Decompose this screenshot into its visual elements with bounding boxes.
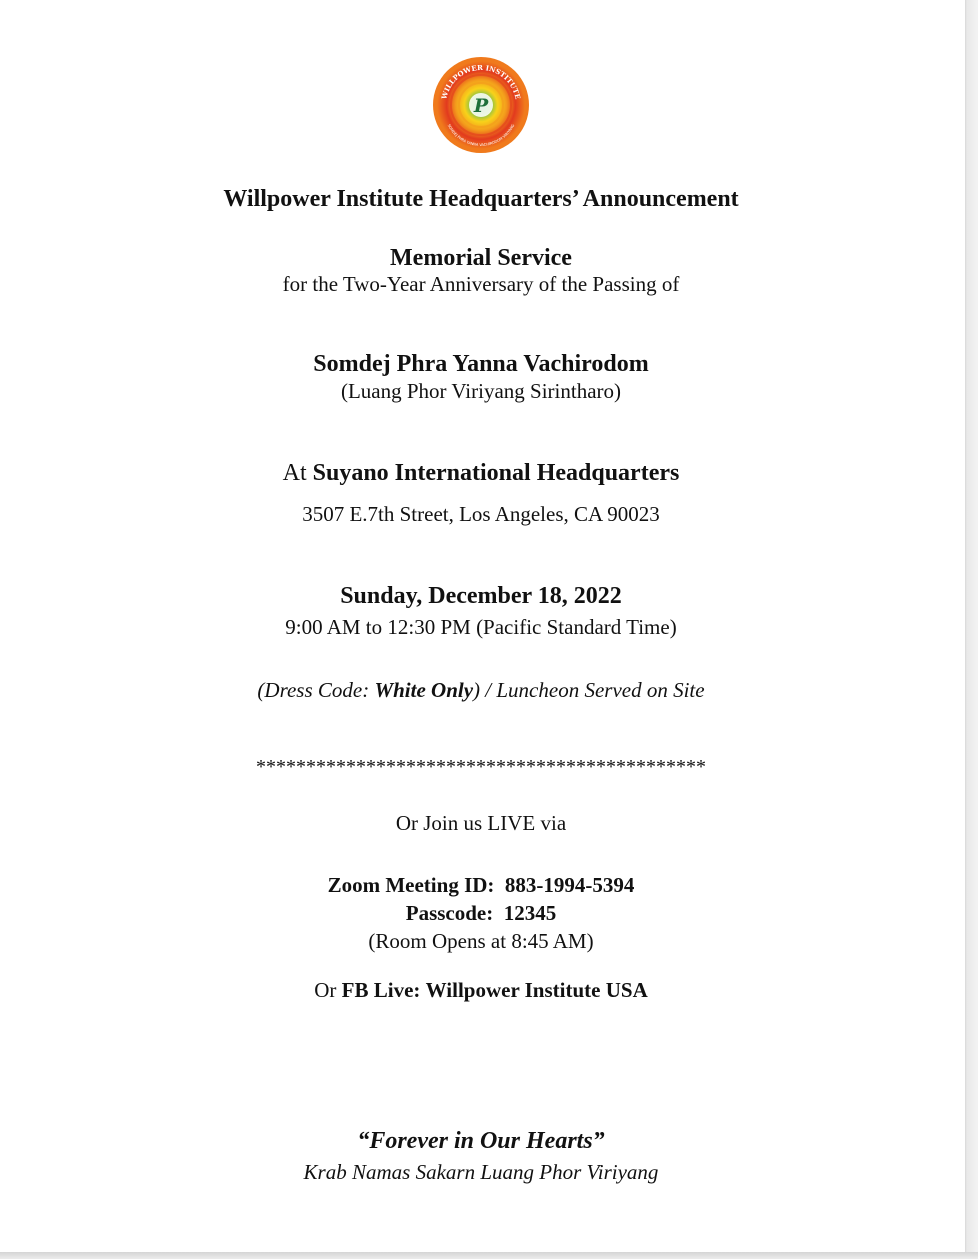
event-subtitle: for the Two-Year Anniversary of the Passing of bbox=[282, 272, 680, 296]
closing-quote: “Forever in Our Hearts” bbox=[357, 1128, 605, 1154]
passcode-value: 12345 bbox=[503, 901, 557, 925]
zoom-meeting-id: 883-1994-5394 bbox=[504, 873, 635, 897]
honoree-name: Somdej Phra Yanna Vachirodom bbox=[313, 351, 649, 377]
divider-asterisks: ********************************************* bbox=[256, 756, 706, 778]
dress-code-prefix: (Dress Code: bbox=[257, 678, 370, 702]
venue-prefix: At bbox=[282, 460, 307, 486]
venue-address: 3507 E.7th Street, Los Angeles, CA 90023 bbox=[302, 502, 660, 526]
fb-label: FB Live: bbox=[341, 978, 421, 1002]
event-name: Memorial Service bbox=[390, 245, 572, 271]
dress-code-line bbox=[0, 680, 962, 701]
logo-letter: P bbox=[473, 95, 489, 117]
announcement-title: Willpower Institute Headquarters’ Announcement bbox=[223, 186, 739, 212]
venue-name: Suyano International Headquarters bbox=[312, 460, 680, 486]
zoom-meeting-id-line bbox=[0, 875, 962, 896]
honoree-alias: (Luang Phor Viriyang Sirintharo) bbox=[340, 379, 622, 403]
dress-code-suffix: ) / Luncheon Served on Site bbox=[473, 678, 705, 702]
fb-live-line bbox=[0, 980, 962, 1001]
room-opens-note: (Room Opens at 8:45 AM) bbox=[368, 929, 594, 953]
willpower-institute-logo bbox=[432, 56, 530, 154]
dress-code-value: White Only bbox=[374, 678, 474, 702]
logo-ring-text: WILLPOWER INSTITUTE bbox=[439, 62, 523, 101]
venue-line bbox=[0, 461, 962, 485]
page-right-edge-shadow bbox=[965, 0, 978, 1259]
page-bottom-edge-shadow bbox=[0, 1252, 978, 1259]
zoom-label: Zoom Meeting ID: bbox=[327, 873, 495, 897]
closing-tribute: Krab Namas Sakarn Luang Phor Viriyang bbox=[303, 1160, 659, 1184]
logo-ring-subtext: SOMDEJ PHRA YANNA VACHIRODOM VIRIYANG bbox=[446, 123, 516, 148]
passcode-label: Passcode: bbox=[405, 901, 494, 925]
online-intro: Or Join us LIVE via bbox=[395, 811, 567, 835]
fb-prefix: Or bbox=[314, 978, 337, 1002]
fb-page-name: Willpower Institute USA bbox=[425, 978, 648, 1002]
event-date: Sunday, December 18, 2022 bbox=[340, 583, 622, 609]
event-time: 9:00 AM to 12:30 PM (Pacific Standard Time) bbox=[285, 615, 677, 639]
passcode-line bbox=[0, 903, 962, 924]
